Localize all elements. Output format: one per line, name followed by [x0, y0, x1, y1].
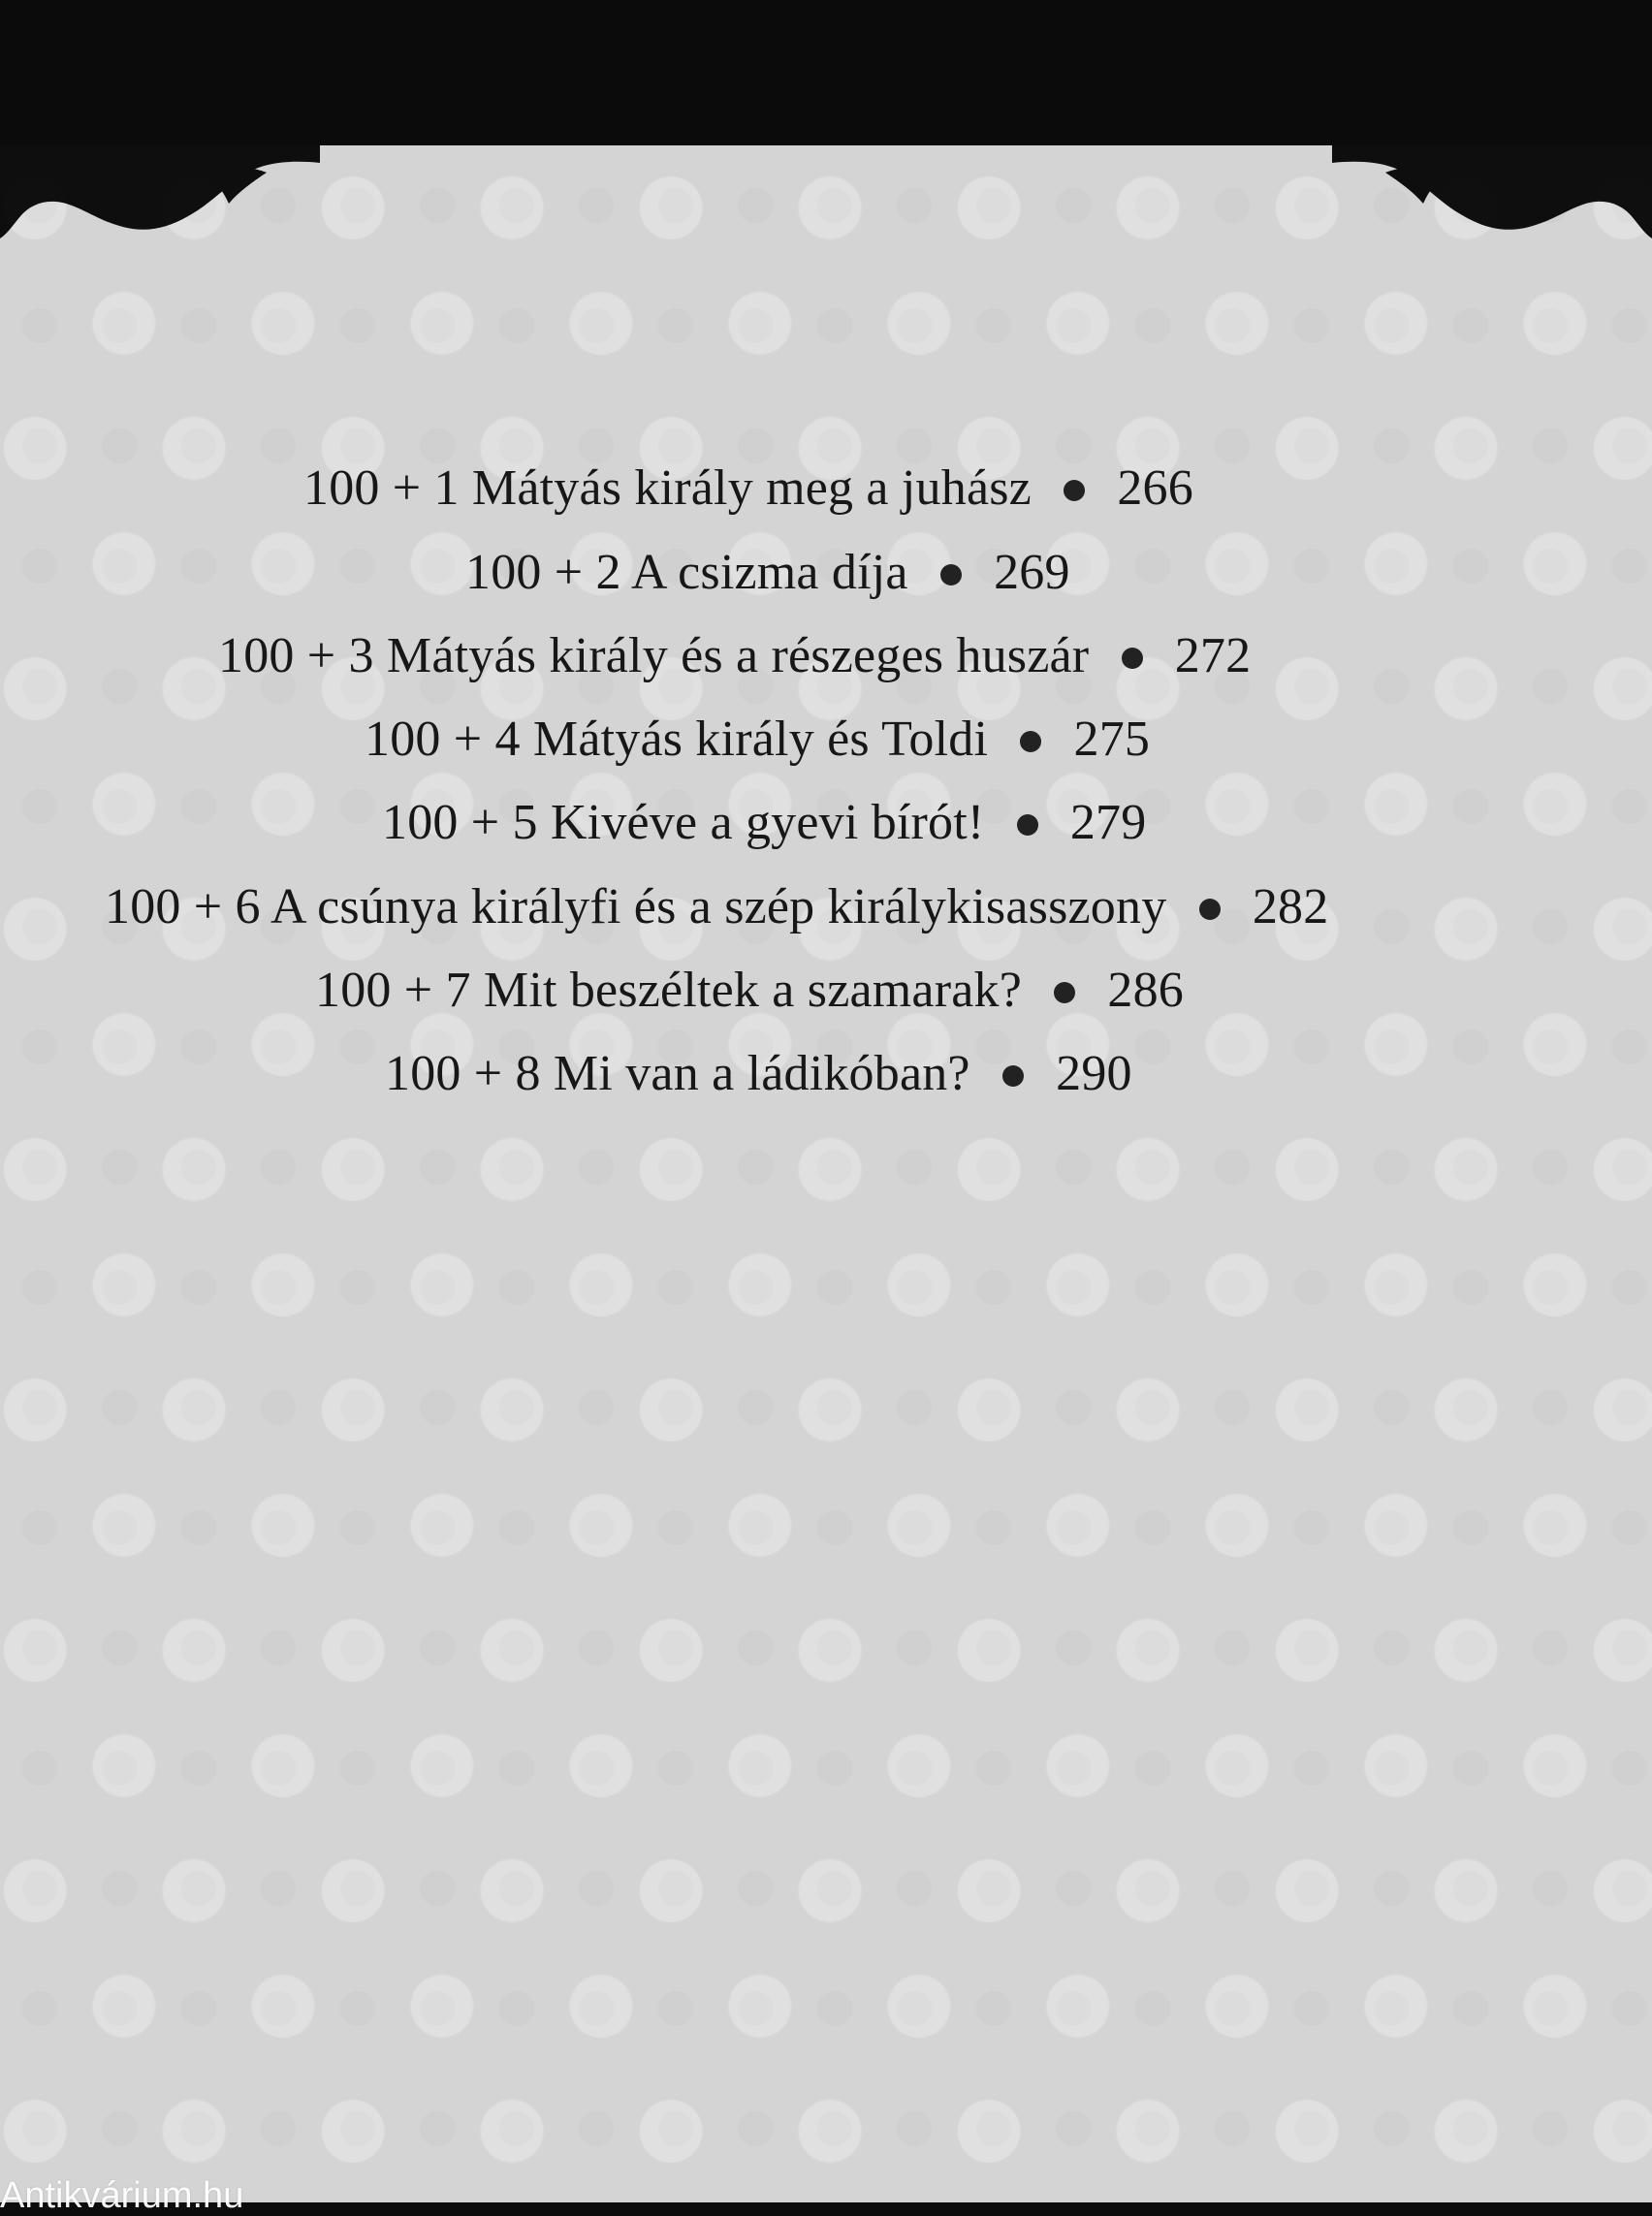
bullet-dot-icon: [1199, 899, 1221, 920]
top-dark-band: [0, 0, 1652, 145]
toc-page-number: 272: [1174, 628, 1252, 683]
toc-page-number: 275: [1073, 712, 1151, 767]
toc-title: 100 + 5 Kivéve a gyevi bírót!: [382, 795, 985, 850]
toc-title: 100 + 7 Mit beszéltek a szamarak?: [315, 963, 1022, 1018]
toc-line: [382, 794, 1146, 852]
toc-line: [105, 878, 1328, 936]
patterned-page-area: [0, 145, 1652, 2202]
toc-title: 100 + 2 A csizma díja: [465, 545, 908, 600]
toc-line: [465, 544, 1070, 602]
toc-title: 100 + 4 Mátyás király és Toldi: [365, 712, 989, 767]
toc-title: 100 + 8 Mi van a ládikóban?: [385, 1046, 970, 1101]
toc-title: 100 + 6 A csúnya királyfi és a szép királykisasszony: [105, 879, 1167, 934]
toc-title: 100 + 3 Mátyás király és a részeges huszár: [218, 628, 1090, 683]
bullet-dot-icon: [1122, 648, 1143, 669]
toc-page-number: 279: [1069, 795, 1147, 850]
toc-page-number: 282: [1252, 879, 1329, 934]
toc-page-number: 286: [1107, 963, 1185, 1018]
bullet-dot-icon: [1020, 731, 1041, 752]
toc-line: [385, 1045, 1132, 1103]
toc-line: [365, 711, 1150, 769]
bullet-dot-icon: [1002, 1065, 1024, 1087]
bullet-dot-icon: [940, 564, 962, 586]
bullet-dot-icon: [1017, 814, 1038, 836]
toc-line: [218, 627, 1251, 685]
toc-page-number: 290: [1056, 1046, 1132, 1101]
toc-title: 100 + 1 Mátyás király meg a juhász: [303, 460, 1032, 516]
floral-scroll-icon: [1332, 145, 1652, 262]
toc-page-number: 266: [1117, 460, 1193, 516]
watermark: Antikvárium.hu: [0, 2175, 244, 2216]
bullet-dot-icon: [1064, 480, 1085, 501]
toc-line: [303, 459, 1193, 518]
floral-scroll-icon: [0, 145, 320, 262]
bullet-dot-icon: [1054, 982, 1075, 1003]
toc-page-number: 269: [994, 545, 1070, 600]
toc-line: [315, 962, 1184, 1020]
